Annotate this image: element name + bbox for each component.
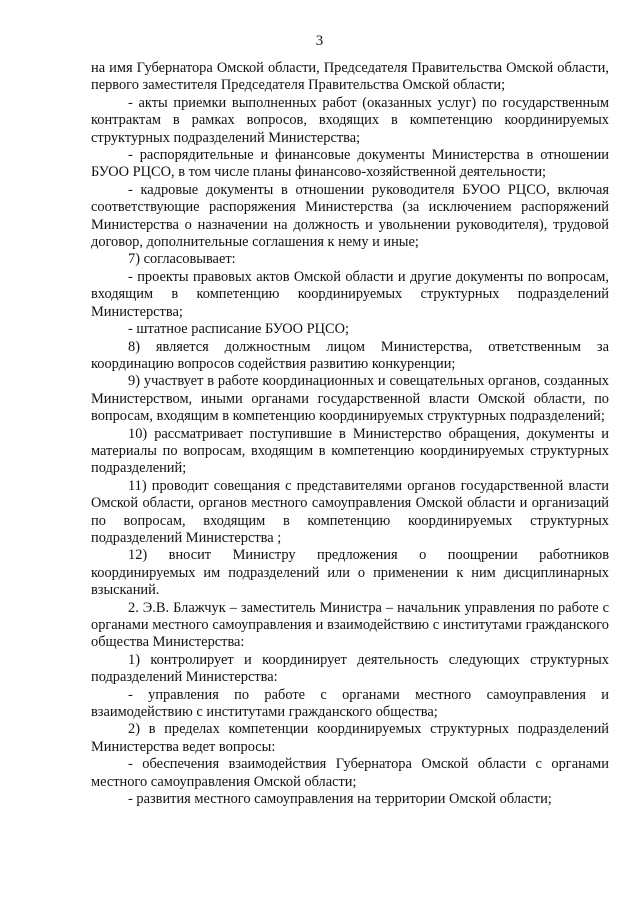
paragraph: - акты приемки выполненных работ (оказанных услуг) по государственным контрактам в рамках вопросов, входящих в компетенцию координируемых структурных подразделений Министерства;	[91, 94, 609, 146]
paragraph: 10) рассматривает поступившие в Министерство обращения, документы и материалы по вопросам, входящим в компетенцию координируемых структурных подразделений;	[91, 425, 609, 477]
page-number: 3	[315, 33, 324, 49]
paragraph: - управления по работе с органами местного самоуправления и взаимодействию с институтами гражданского общества;	[91, 686, 609, 721]
paragraph: 7) согласовывает:	[128, 251, 236, 268]
paragraph: 8) является должностным лицом Министерства, ответственным за координацию вопросов содействия развитию конкуренции;	[91, 338, 609, 372]
document-body	[91, 60, 609, 808]
paragraph: 12) вносит Министру предложения о поощрении работников координируемых им подразделений или о применении к ним дисциплинарных взысканий.	[91, 547, 609, 599]
paragraph: - развития местного самоуправления на территории Омской области;	[128, 791, 552, 808]
paragraph: 11) проводит совещания с представителями органов государственной власти Омской области, органов местного самоуправления Омской области и организаций по вопросам, входящим в компетенцию координируемых структурных подразделений Министерства ;	[91, 477, 609, 546]
paragraph: 1) контролирует и координирует деятельность следующих структурных подразделений Министерства:	[91, 651, 609, 686]
paragraph: 2) в пределах компетенции координируемых структурных подразделений Министерства ведет вопросы:	[91, 721, 609, 755]
paragraph: - обеспечения взаимодействия Губернатора Омской области с органами местного самоуправления Омской области;	[91, 756, 609, 790]
paragraph: - распорядительные и финансовые документы Министерства в отношении БУОО РЦСО, в том числе планы финансово-хозяйственной деятельности;	[91, 147, 609, 181]
paragraph: - проекты правовых актов Омской области и другие документы по вопросам, входящим в компетенцию координируемых структурных подразделений Министерства;	[91, 268, 609, 320]
paragraph: 9) участвует в работе координационных и совещательных органов, созданных Министерством, иными органами государственной власти Омской области, по вопросам, входящим в компетенцию координируемых структурных подразделений;	[91, 373, 609, 425]
paragraph: на имя Губернатора Омской области, Председателя Правительства Омской области, первого заместителя Председателя Правительства Омской области;	[91, 60, 609, 94]
paragraph: - кадровые документы в отношении руководителя БУОО РЦСО, включая соответствующие распоряжения Министерства (за исключением распоряжений Министерства о назначении на должность и увольнении руководителя), трудовой договор, дополнительные соглашения к нему и иные;	[91, 181, 609, 251]
paragraph: - штатное расписание БУОО РЦСО;	[128, 321, 350, 338]
paragraph: 2. Э.В. Блажчук – заместитель Министра – начальник управления по работе с органами местного самоуправления и взаимодействию с институтами гражданского общества Министерства:	[91, 599, 609, 651]
